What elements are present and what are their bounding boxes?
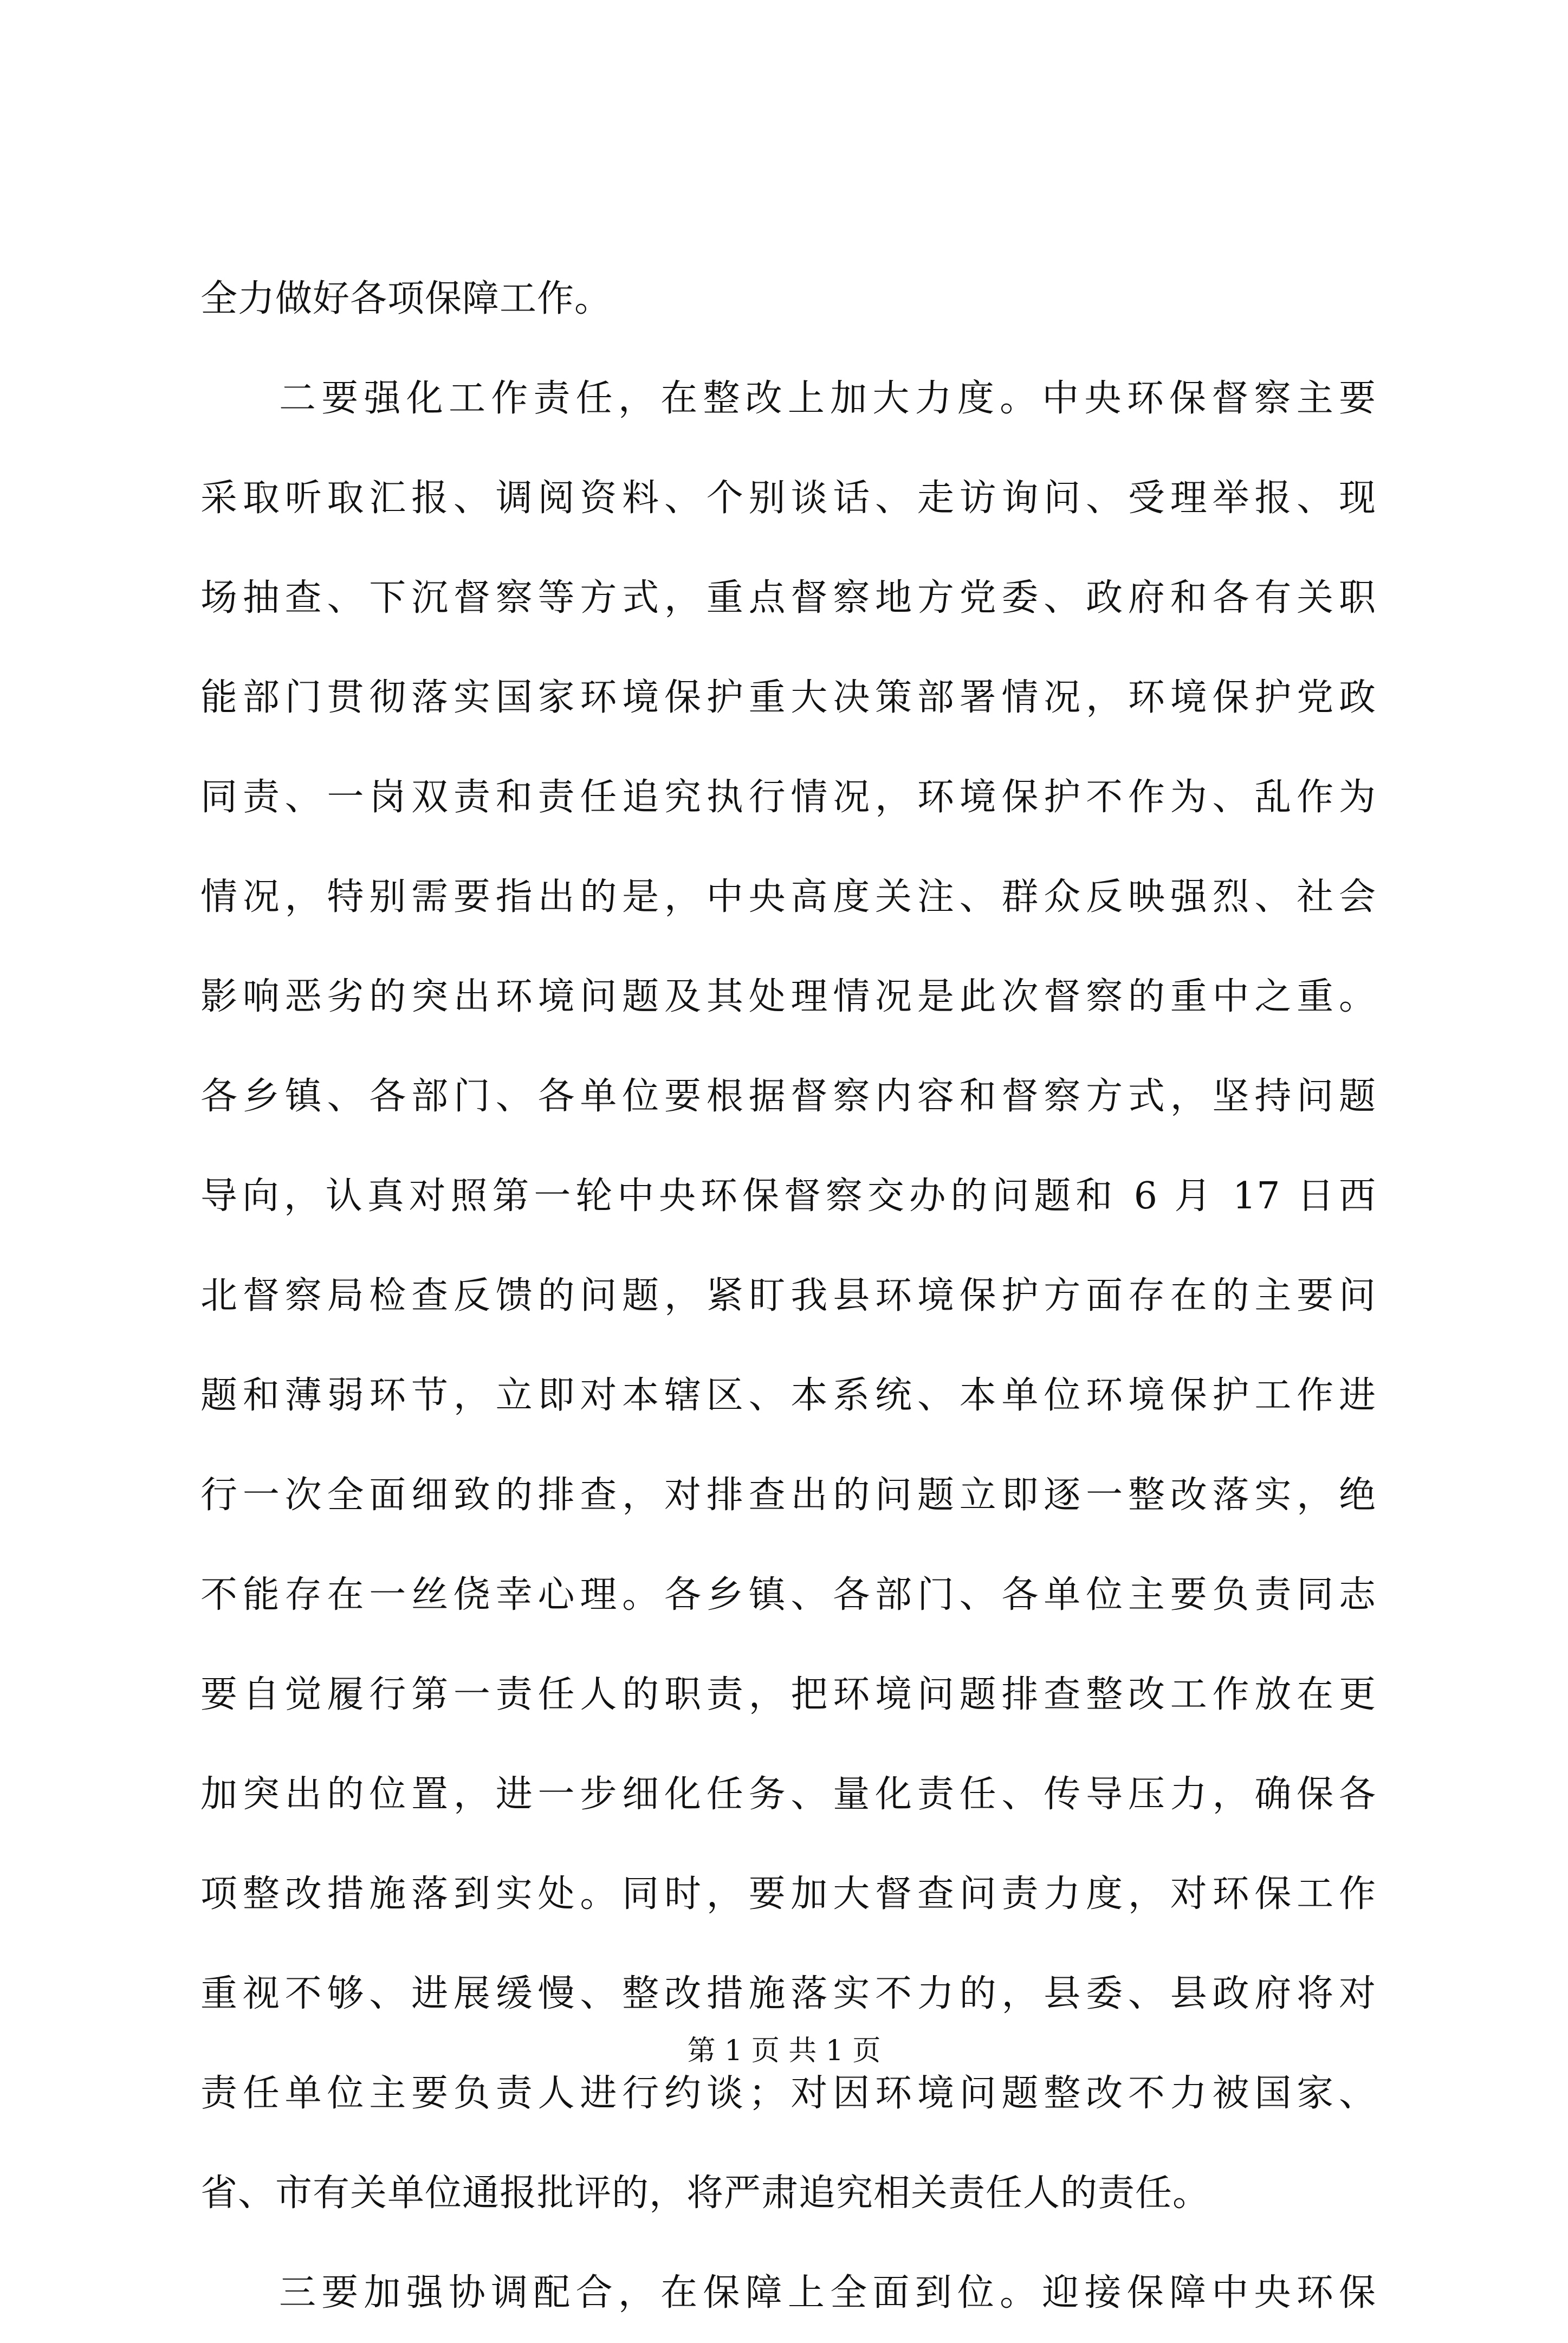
text-line: 各乡镇、各部门、各单位要根据督察内容和督察方式，坚持问题 [200, 1075, 1376, 1118]
text-line: 省、市有关单位通报批评的，将严肃追究相关责任人的责任。 [200, 2172, 1210, 2215]
page-footer: 第 1 页 共 1 页 [687, 2035, 881, 2067]
text-line: 全力做好各项保障工作。 [200, 277, 612, 320]
text-line: 不能存在一丝侥幸心理。各乡镇、各部门、各单位主要负责同志 [200, 1574, 1376, 1616]
text-line: 二要强化工作责任，在整改上加大力度。中央环保督察主要 [279, 377, 1376, 420]
text-line: 行一次全面细致的排查，对排查出的问题立即逐一整改落实，绝 [200, 1474, 1376, 1517]
text-line: 影响恶劣的突出环境问题及其处理情况是此次督察的重中之重。 [200, 975, 1376, 1018]
text-line: 导向，认真对照第一轮中央环保督察交办的问题和 6 月 17 日西 [200, 1175, 1376, 1218]
text-line: 加突出的位置，进一步细化任务、量化责任、传导压力，确保各 [200, 1773, 1376, 1816]
text-line: 项整改措施落到实处。同时，要加大督查问责力度，对环保工作 [200, 1873, 1376, 1915]
text-line: 三要加强协调配合，在保障上全面到位。迎接保障中央环保 [279, 2271, 1376, 2314]
text-line: 要自觉履行第一责任人的职责，把环境问题排查整改工作放在更 [200, 1673, 1376, 1716]
text-line: 北督察局检查反馈的问题，紧盯我县环境保护方面存在的主要问 [200, 1274, 1376, 1317]
text-line: 题和薄弱环节，立即对本辖区、本系统、本单位环境保护工作进 [200, 1374, 1376, 1417]
text-line: 同责、一岗双责和责任追究执行情况，环境保护不作为、乱作为 [200, 776, 1376, 819]
text-line: 情况，特别需要指出的是，中央高度关注、群众反映强烈、社会 [200, 876, 1376, 918]
text-line: 场抽查、下沉督察等方式，重点督察地方党委、政府和各有关职 [200, 577, 1376, 619]
text-line: 能部门贯彻落实国家环境保护重大决策部署情况，环境保护党政 [200, 676, 1376, 719]
text-line: 采取听取汇报、调阅资料、个别谈话、走访询问、受理举报、现 [200, 477, 1376, 520]
text-line: 重视不够、进展缓慢、整改措施落实不力的，县委、县政府将对 [200, 1972, 1376, 2015]
text-line: 责任单位主要负责人进行约谈；对因环境问题整改不力被国家、 [200, 2072, 1376, 2115]
